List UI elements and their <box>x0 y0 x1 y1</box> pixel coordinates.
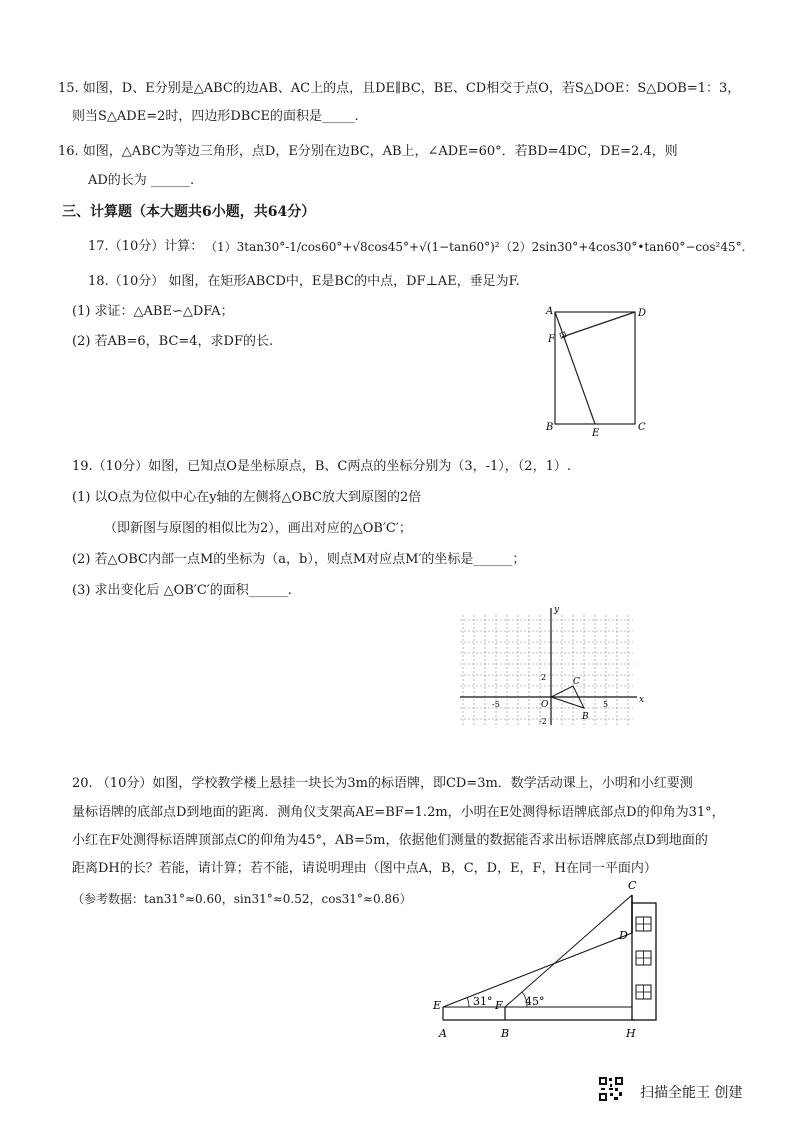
q20-line3: 小红在F处测得标语牌顶部点C的仰角为45°，AB=5m，依据他们测量的数据能否求出标语牌底部点D到地面的 <box>72 833 708 848</box>
y-axis-label: y <box>554 605 560 615</box>
label-b: B <box>546 422 554 433</box>
q15-line1: 15. 如图，D、E分别是△ABC的边AB、AC上的点，且DE∥BC，BE、CD相交于点O，若S△DOE：S△DOB=1：3， <box>58 81 741 96</box>
q20-reference-data: （参考数据：tan31°≈0.60，sin31°≈0.52，cos31°≈0.86） <box>72 892 412 906</box>
label-d: D <box>619 929 628 942</box>
q15-line2: 则当S△ADE=2时，四边形DBCE的面积是_____. <box>72 109 359 124</box>
label-b: B <box>501 1027 510 1040</box>
label-e: E <box>592 428 600 439</box>
rectangle-abcd <box>555 312 635 424</box>
sight-line-fc <box>505 895 632 1007</box>
tick-2: 2 <box>541 673 547 682</box>
qr-code-icon <box>598 1076 624 1102</box>
q19-line3: （即新图与原图的相似比为2），画出对应的△OB′C′； <box>104 521 412 536</box>
label-f: F <box>548 334 555 345</box>
angle-45-label: 45° <box>525 995 545 1008</box>
origin-label: O <box>541 700 549 710</box>
q17-part2: （2）2sin30°+4cos30°•tan60°−cos²45°. <box>500 240 746 254</box>
q20-line1: 20. （10分）如图，学校教学楼上悬挂一块长为3m的标语牌，即CD=3m．数学活动课上，小明和小红要测 <box>72 776 693 791</box>
tick-5: 5 <box>603 700 609 709</box>
tick-minus-2: -2 <box>539 717 547 726</box>
q18-line2: (1) 求证：△ABE∽△DFA； <box>72 304 234 319</box>
label-e: E <box>433 999 442 1012</box>
q17-part1: （1）3tan30°-1/cos60°+√8cos45°+√(1−tan60°)² <box>205 240 500 254</box>
q20-line2: 量标语牌的底部点D到地面的距离．测角仪支架高AE=BF=1.2m，小明在E处测得标语牌底部点D的仰角为31°， <box>72 805 725 820</box>
tick-minus-5: -5 <box>492 700 500 709</box>
label-c: C <box>638 422 646 433</box>
q18-line3: (2) 若AB=6，BC=4，求DF的长. <box>72 334 274 349</box>
angle-arc-31 <box>467 997 469 1007</box>
section-heading: 三、计算题（本大题共6小题，共64分） <box>62 204 316 220</box>
q17-label: 17.（10分）计算： <box>88 239 204 254</box>
x-axis-label: x <box>639 695 645 705</box>
rectangle-figure <box>540 300 650 440</box>
q19-line4: (2) 若△OBC内部一点M的坐标为（a，b），则点M对应点M′的坐标是______； <box>72 552 526 567</box>
scanner-watermark: 扫描全能王 创建 <box>640 1085 743 1101</box>
label-a: A <box>439 1027 447 1040</box>
angle-31-label: 31° <box>473 995 493 1008</box>
label-a: A <box>546 306 554 317</box>
point-b-label: B <box>582 712 589 722</box>
q19-line1: 19.（10分）如图，已知点O是坐标原点，B、C两点的坐标分别为（3，-1），（2，1）. <box>72 459 571 474</box>
label-h: H <box>626 1027 636 1040</box>
q20-line4: 距离DH的长？若能，请计算；若不能，请说明理由（图中点A，B，C，D，E，F，H在同一平面内） <box>72 861 657 876</box>
point-c-label: C <box>573 677 580 687</box>
building-figure <box>425 875 675 1050</box>
q16-line1: 16. 如图，△ABC为等边三角形，点D，E分别在边BC，AB上，∠ADE=60°．若BD=4DC，DE=2.4，则 <box>58 144 678 159</box>
label-c: C <box>628 879 637 892</box>
q19-line2: (1) 以O点为位似中心在y轴的左侧将△OBC放大到原图的2倍 <box>72 490 422 505</box>
segment-ae <box>555 312 595 424</box>
segment-df <box>562 312 635 337</box>
q16-line2: AD的长为 ______. <box>88 173 195 188</box>
q18-line1: 18.（10分） 如图，在矩形ABCD中，E是BC的中点，DF⊥AE，垂足为F. <box>88 274 520 289</box>
label-f: F <box>495 999 503 1012</box>
coordinate-grid <box>455 600 645 735</box>
label-d: D <box>638 308 647 319</box>
q19-line5: (3) 求出变化后 △OB′C′的面积______. <box>72 583 292 598</box>
